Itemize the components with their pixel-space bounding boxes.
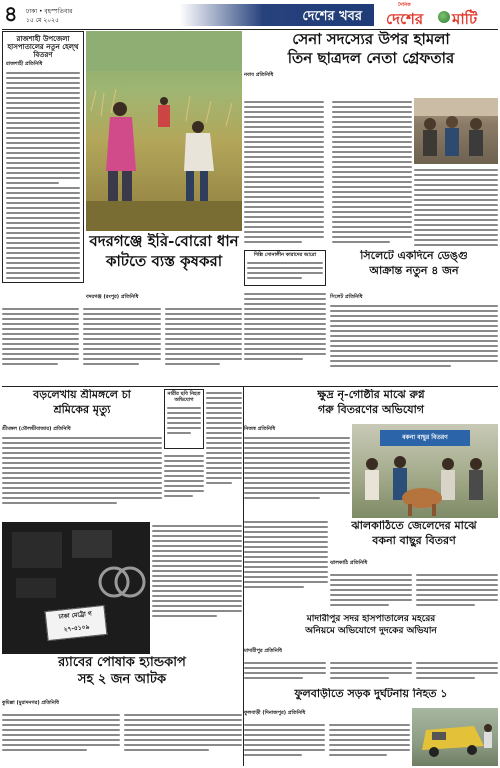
rice-headline-1: বদরগঞ্জে ইরি-বোরো ধান bbox=[89, 233, 239, 250]
calf-distribution-body bbox=[330, 558, 498, 618]
army-attack-body-right bbox=[414, 166, 498, 248]
rice-byline: বদরগঞ্জ (রংপুর) প্রতিনিধি bbox=[86, 294, 139, 300]
road-accident-byline: ফুলবাড়ী (দিনাজপুর) প্রতিনিধি bbox=[244, 710, 306, 716]
calf-distribution-photo bbox=[352, 424, 498, 518]
masthead bbox=[384, 2, 496, 28]
section-title: দেশের খবর bbox=[302, 9, 362, 24]
dengue-headline-1: সিলেটে একদিনে ডেঙ্গু bbox=[360, 250, 468, 262]
rajshahi-byline: রাজশাহী প্রতিনিধি bbox=[6, 61, 43, 68]
tea-body-lower bbox=[152, 522, 242, 654]
row-rule-1 bbox=[2, 386, 498, 387]
article-rab-arrest bbox=[2, 656, 242, 696]
dengue-byline: সিলেট প্রতিনিধি bbox=[330, 294, 363, 300]
army-attack-headline-2: তিন ছাত্রদল নেতা গ্রেফতার bbox=[287, 49, 455, 68]
road-accident-headline: ফুলবাড়ীতে সড়ক দুর্ঘটনায় নিহত ১ bbox=[294, 688, 448, 700]
column-rule-center bbox=[243, 386, 244, 766]
army-attack-headline-1: সেনা সদস্যের উপর হামলা bbox=[292, 31, 450, 48]
page-number: ৪ bbox=[4, 2, 18, 26]
tea-headline-2: শ্রমিকের মৃত্যু bbox=[53, 402, 111, 416]
calf-byline: ঝালকাঠি প্রতিনিধি bbox=[330, 560, 368, 566]
madaripur-byline: মাদারীপুর প্রতিনিধি bbox=[244, 648, 282, 654]
army-body-lower bbox=[244, 290, 326, 384]
article-madaripur bbox=[244, 614, 498, 644]
madaripur-headline-1: মাদারীপুর সদর হাসপাতালের মহরের bbox=[306, 614, 436, 624]
article-lady-quote bbox=[164, 389, 204, 449]
article-army-attack bbox=[244, 31, 498, 97]
calf-banner: বকনা বাছুর বিতরণ bbox=[380, 430, 470, 446]
box-small-headline: দিল্লি সোনালীন কারাদের আরো bbox=[253, 252, 317, 258]
number-plate: ঢাকা মেট্রো গ ২৭-৫১০৯ bbox=[45, 605, 108, 641]
article-tea-worker bbox=[2, 389, 162, 423]
article-cow-distribution bbox=[244, 389, 498, 423]
madaripur-headline-2: অনিয়মে অভিযোগে দুদকের অভিযান bbox=[305, 626, 437, 637]
calf-headline-1: ঝালকাঠিতে জেলেদের মাঝে bbox=[351, 520, 477, 532]
rice-headline-2: কাটতে ব্যস্ত কৃষকরা bbox=[105, 252, 223, 271]
road-accident-body bbox=[244, 708, 410, 766]
article-rajshahi bbox=[2, 31, 84, 283]
dateline: ঢাকা • বৃহস্পতিবার bbox=[26, 8, 73, 14]
cow-byline: নিজস্ব প্রতিনিধি bbox=[244, 426, 276, 432]
article-box-small bbox=[244, 250, 326, 286]
masthead-word-left: দেশের bbox=[386, 10, 424, 28]
article-road-accident bbox=[244, 688, 498, 706]
article-dengue bbox=[330, 250, 498, 290]
rice-harvest-photo bbox=[86, 31, 242, 231]
calf-headline-2: বকনা বাছুর বিতরণ bbox=[372, 533, 456, 547]
rice-harvest-body bbox=[2, 292, 242, 384]
lady-quote-headline: নারীর ছবি নিহত অভিযোগ bbox=[167, 391, 201, 403]
road-accident-photo bbox=[412, 708, 498, 766]
dengue-headline-2: আক্রান্ত নতুন ৪ জন bbox=[369, 263, 459, 277]
lady-quote-body-lower bbox=[164, 452, 204, 520]
header-rule bbox=[2, 29, 498, 30]
dengue-body bbox=[330, 292, 498, 374]
globe-icon bbox=[438, 11, 450, 23]
issue-date: ১৫ মে ২০২৫ bbox=[26, 17, 59, 23]
cow-body-lower bbox=[244, 518, 328, 612]
rab-headline-2: সহ ২ জন আটক bbox=[77, 671, 167, 687]
rice-harvest-headline bbox=[86, 233, 242, 291]
tea-worker-body bbox=[2, 424, 162, 520]
rab-byline: কুমিল্লা (মুরাদনগর) প্রতিনিধি bbox=[2, 700, 59, 706]
rajshahi-headline: রাজশাহী উপজেলা হাসপাতালের নতুন হেল্থ বিতরণ bbox=[7, 34, 79, 60]
rab-arrest-body bbox=[2, 698, 242, 766]
tea-byline: শ্রীমঙ্গল (মৌলভীবাজার) প্রতিনিধি bbox=[2, 426, 71, 432]
tea-headline-1: বড়লেখায় শ্রীমঙ্গলে চা bbox=[33, 389, 131, 401]
army-attack-byline: নবাব প্রতিনিধি bbox=[244, 71, 274, 78]
madaripur-body bbox=[244, 646, 498, 686]
rab-headline-1: র‍্যাবের পোষাক হ্যান্ডকাপ bbox=[58, 656, 186, 670]
army-attack-body bbox=[244, 98, 412, 248]
masthead-small: দৈনিক bbox=[398, 2, 411, 8]
cow-distribution-body bbox=[244, 424, 350, 516]
rab-arrest-photo bbox=[2, 522, 150, 654]
cow-headline-2: গরু বিতরণের অভিযোগ bbox=[317, 402, 425, 416]
rajshahi-body bbox=[6, 72, 80, 283]
section-ribbon bbox=[96, 4, 374, 26]
masthead-word-right: মাটি bbox=[452, 10, 478, 28]
article-calf-distribution bbox=[330, 520, 498, 556]
lady-quote-body bbox=[206, 389, 242, 519]
army-attack-photo bbox=[414, 98, 498, 164]
cow-headline-1: ক্ষুদ্র নৃ-গোষ্ঠীর মাঝে রুগ্ন bbox=[317, 389, 425, 401]
